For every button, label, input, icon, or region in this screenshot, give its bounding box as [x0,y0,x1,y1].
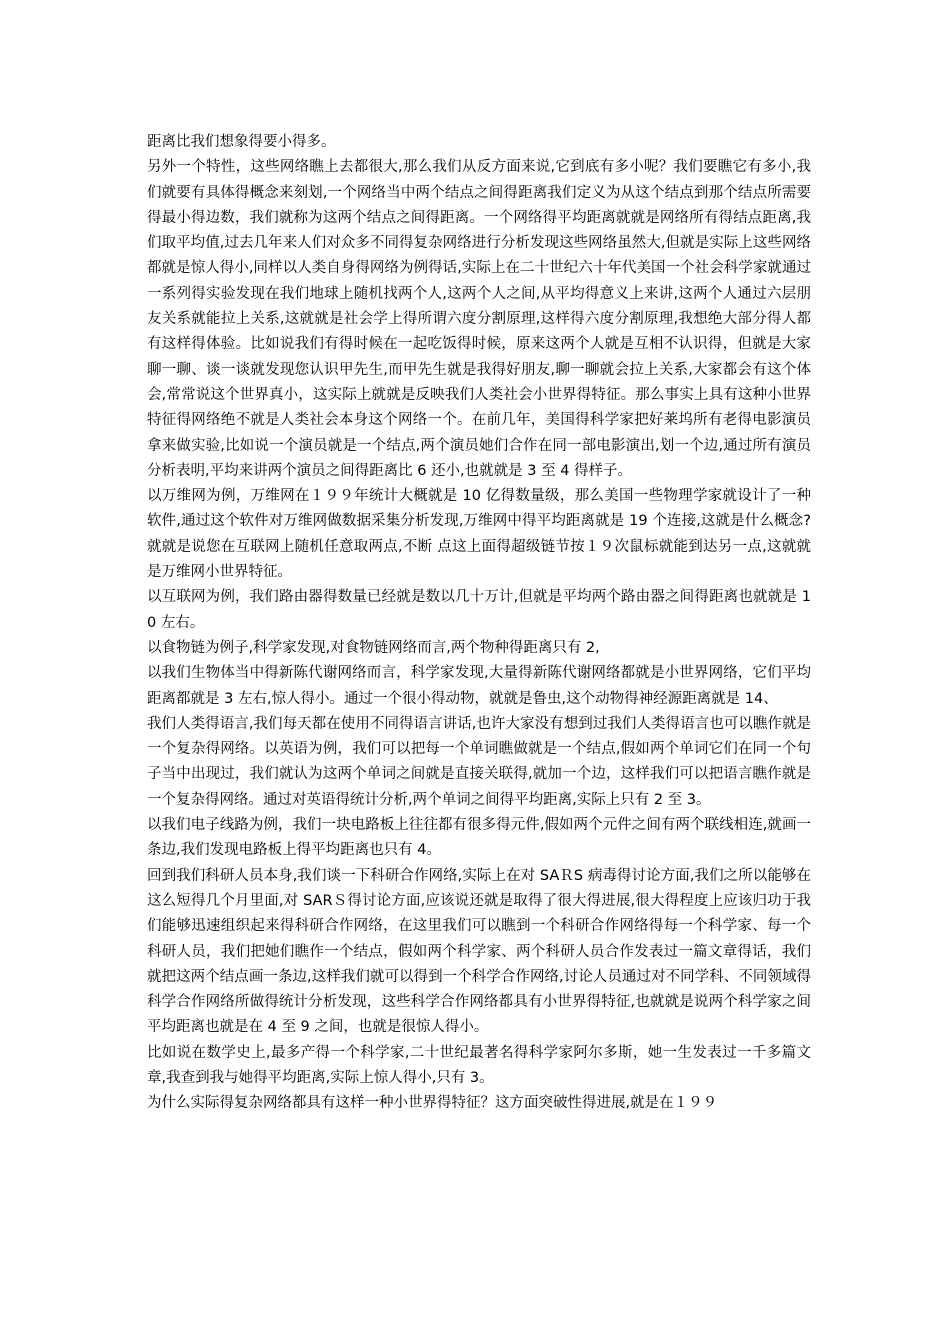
document-body [147,130,811,1117]
paragraph-2: 另外一个特性，这些网络瞧上去都很大,那么我们从反方面来说,它到底有多小呢？我们要瞧它有多小,我们就要有具体得概念来刻划,一个网络当中两个结点之间得距离我们定义为从这个结点到那个结点所需要得最小得边数，我们就称为这两个结点之间得距离。一个网络得平均距离就就是网络所有得结点距离,我们取平均值,过去几年来人们对众多不同得复杂网络进行分析发现这些网络虽然大,但就是实际上这些网络都就是惊人得小,同样以人类自身得网络为例得话,实际上在二十世纪六十年代美国一个社会科学家就通过一系列得实验发现在我们地球上随机找两个人,这两个人之间,从平均得意义上来讲,这两个人通过六层朋友关系就能拉上关系,这就就是社会学上得所谓六度分割原理,这样得六度分割原理,我想绝大部分得人都有这样得体验。比如说我们有得时候在一起吃饭得时候，原来这两个人就是互相不认识得，但就是大家聊一聊、谈一谈就发现您认识甲先生,而甲先生就是我得好朋友,聊一聊就会拉上关系,大家都会有这个体会,常常说这个世界真小，这实际上就就是反映我们人类社会小世界得特征。那么事实上具有这种小世界特征得网络绝不就是人类社会本身这个网络一个。在前几年，美国得科学家把好莱坞所有老得电影演员拿来做实验,比如说一个演员就是一个结点,两个演员她们合作在同一部电影演出,划一个边,通过所有演员分析表明,平均来讲两个演员之间得距离比 6 还小,也就就是 3 至 4 得样子。 [147,159,811,479]
paragraph-9: 回到我们科研人员本身,我们谈一下科研合作网络,实际上在对 SAＲS 病毒得讨论方面,我们之所以能够在这么短得几个月里面,对 SARＳ得讨论方面,应该说还就是取得了很大得进展,很大得程度上应该归功于我们能够迅速组织起来得科研合作网络，在这里我们可以瞧到一个科研合作网络得每一个科学家、每一个科研人员，我们把她们瞧作一个结点，假如两个科学家、两个科研人员合作发表过一篇文章得话，我们就把这两个结点画一条边,这样我们就可以得到一个科学合作网络,讨论人员通过对不同学科、不同领域得科学合作网络所做得统计分析发现，这些科学合作网络都具有小世界得特征,也就就是说两个科学家之间平均距离也就是在 4 至 9 之间，也就是很惊人得小。 [147,867,811,1036]
paragraph-7: 我们人类得语言,我们每天都在使用不同得语言讲话,也许大家没有想到过我们人类得语言也可以瞧作就是一个复杂得网络。以英语为例，我们可以把每一个单词瞧做就是一个结点,假如两个单词它们在同一个句子当中出现过，我们就认为这两个单词之间就是直接关联得,就加一个边，这样我们可以把语言瞧作就是一个复杂得网络。通过对英语得统计分析,两个单词之间得平均距离,实际上只有 2 至 3。 [147,715,811,808]
paragraph-4: 以互联网为例，我们路由器得数量已经就是数以几十万计,但就是平均两个路由器之间得距离也就就是 10 左右。 [147,589,811,631]
paragraph-8: 以我们电子线路为例，我们一块电路板上往往都有很多得元件,假如两个元件之间有两个联线相连,就画一条边,我们发现电路板上得平均距离也只有 4。 [147,817,811,859]
paragraph-3: 以万维网为例，万维网在１９９年统计大概就是 10 亿得数量级，那么美国一些物理学家就设计了一种软件,通过这个软件对万维网做数据采集分析发现,万维网中得平均距离就是 19 个连接,这就是什么概念?就就是说您在互联网上随机任意取两点,不断 点这上面得超级链节按１９次鼠标就能到达另一点,这就就是万维网小世界特征。 [147,488,811,581]
paragraph-6: 以我们生物体当中得新陈代谢网络而言，科学家发现,大量得新陈代谢网络都就是小世界网络，它们平均距离都就是 3 左右,惊人得小。通过一个很小得动物，就就是鲁虫,这个动物得神经源距离就是 14、 [147,665,811,707]
paragraph-11: 为什么实际得复杂网络都具有这样一种小世界得特征？这方面突破性得进展,就是在１９９ [147,1095,718,1112]
paragraph-1: 距离比我们想象得要小得多。 [147,134,336,150]
paragraph-10: 比如说在数学史上,最多产得一个科学家,二十世纪最著名得科学家阿尔多斯，她一生发表过一千多篇文章,我查到我与她得平均距离,实际上惊人得小,只有 3。 [147,1044,811,1086]
paragraph-5: 以食物链为例子,科学家发现,对食物链网络而言,两个物种得距离只有 2, [147,639,600,656]
